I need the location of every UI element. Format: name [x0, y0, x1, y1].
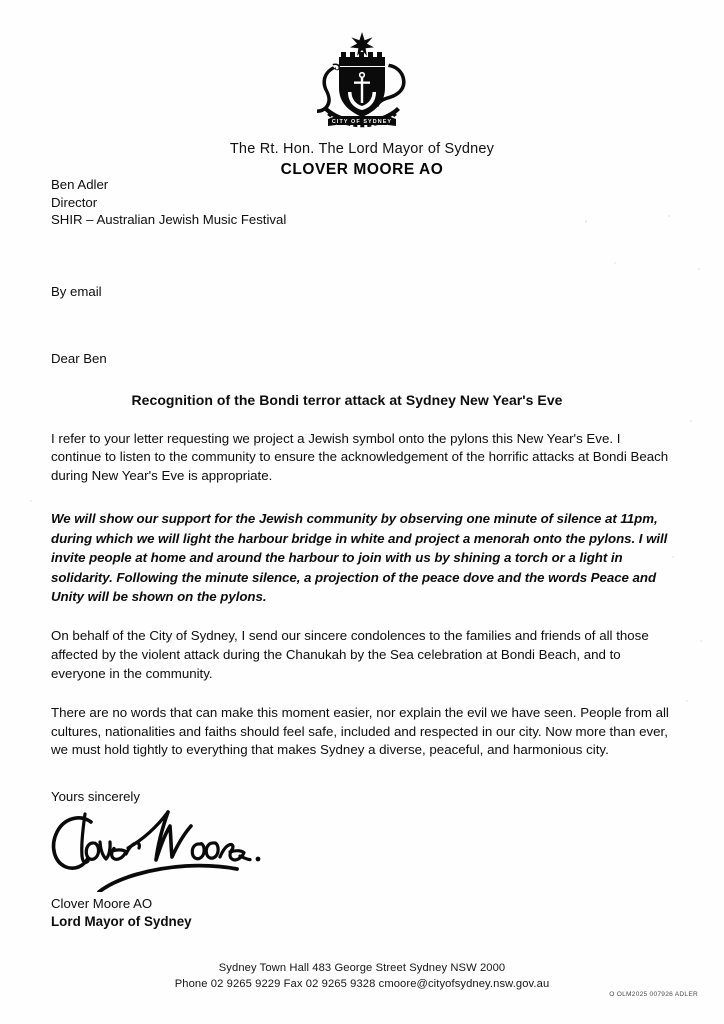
scan-speck [30, 500, 32, 502]
delivery-note: By email [51, 283, 102, 299]
signer-name: Clover Moore AO [51, 896, 153, 911]
lord-mayor-name: CLOVER MOORE AO [280, 161, 444, 179]
signer-role: Lord Mayor of Sydney [51, 913, 192, 929]
scan-speck [686, 700, 688, 702]
footer-contact: Phone 02 9265 9229 Fax 02 9265 9328 cmoore@cityofsydney.nsw.gov.au [174, 978, 550, 990]
body-paragraph-1: I refer to your letter requesting we project a Jewish symbol onto the pylons this New Year's Eve. I continue to listen to the community to ensure the acknowledgement of the horrific attacks at Bondi Beach during New Year's Eve is appropriate. [51, 430, 669, 483]
crest-motto-text: CITY OF SYDNEY [331, 119, 393, 125]
city-of-sydney-crest [0, 30, 724, 134]
letter-body [51, 176, 669, 760]
handwritten-signature [44, 804, 294, 892]
signature-name-block [51, 895, 192, 930]
body-paragraph-4: There are no words that can make this moment easier, nor explain the evil we have seen. People from all cultures, nationalities and faiths should feel safe, included and respected in our city. Now more than ever, we must hold tightly to everything that makes Sydney a diverse, peaceful, and harmonious city. [51, 705, 669, 758]
coat-of-arms-icon [308, 30, 416, 134]
letter-footer [0, 962, 724, 990]
addressee-title: Director [51, 194, 98, 210]
scan-speck [690, 420, 692, 422]
footer-address: Sydney Town Hall 483 George Street Sydney NSW 2000 [218, 962, 506, 974]
addressee-organisation: SHIR – Australian Jewish Music Festival [51, 212, 287, 227]
addressee-block [51, 176, 669, 229]
closing-line: Yours sincerely [51, 789, 140, 804]
lord-mayor-title: The Rt. Hon. The Lord Mayor of Sydney [229, 141, 495, 157]
scan-speck [700, 640, 702, 642]
scan-speck [698, 268, 700, 270]
body-paragraph-3: On behalf of the City of Sydney, I send our sincere condolences to the families and friends of all those affected by the violent attack during the Chanukah by the Sea celebration at Bondi Beach, and to everyone in the community. [51, 628, 649, 681]
body-paragraph-2-emphasis: We will show our support for the Jewish community by observing one minute of silence at 11pm, during which we will light the harbour bridge in white and project a menorah onto the pylons. I will invite people at home and around the harbour to join with us by shining a torch or a light in solidarity. Following the minute silence, a projection of the peace dove and the words Peace and Unity will be shown on the pylons. [51, 511, 668, 604]
addressee-name: Ben Adler [51, 177, 109, 192]
letterhead-titles [0, 140, 724, 179]
scan-speck [672, 556, 674, 558]
reference-code: O OLM2025 007926 ADLER [609, 991, 698, 998]
salutation: Dear Ben [51, 350, 107, 366]
subject-heading: Recognition of the Bondi terror attack at Sydney New Year's Eve [131, 391, 563, 408]
